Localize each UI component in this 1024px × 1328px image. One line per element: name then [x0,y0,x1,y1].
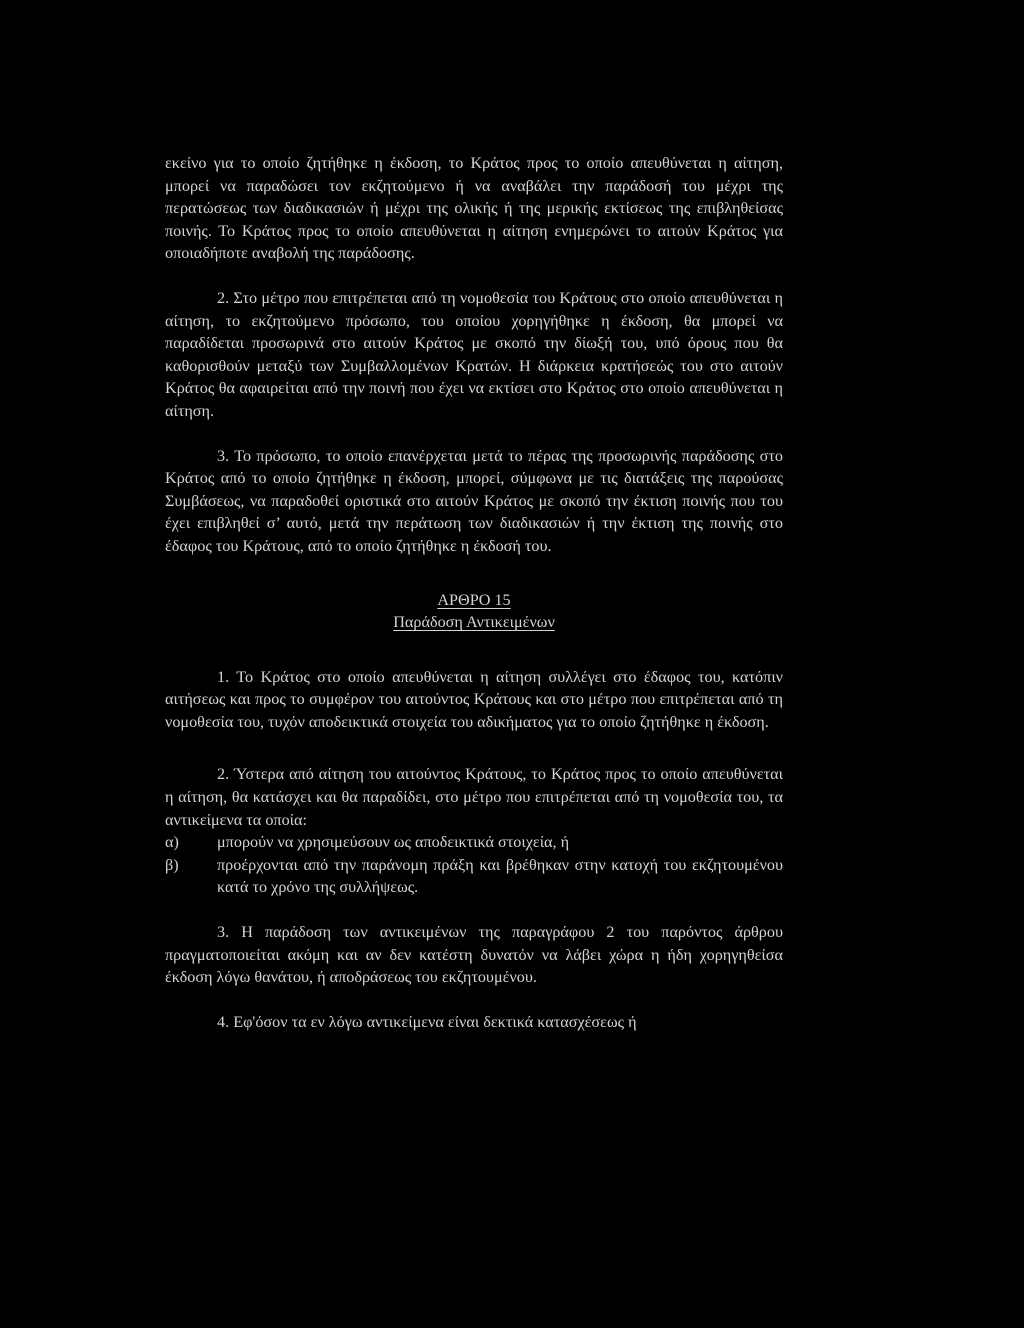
paragraph-3: 3. Το πρόσωπο, το οποίο επανέρχεται μετά το πέρας της προσωρινής παράδοσης στο Κράτος από το οποίο ζητήθηκε η έκδοση, μπορεί, σύμφωνα με τις διατάξεις της παρούσας Συμβάσεως, να παραδοθεί οριστικά στο αιτούν Κράτος με σκοπό την έκτιση ποινής που του έχει επιβληθεί σ’ αυτό, μετά την περάτωση των διαδικασιών ή την έκτιση της ποινής στο έδαφος του Κράτους, από το οποίο ζητήθηκε η έκδοσή του. [165,446,783,555]
article-heading [165,589,783,634]
article-paragraph-2: 2. Ύστερα από αίτηση του αιτούντος Κράτους, το Κράτος προς το οποίο απευθύνεται η αίτηση, θα κατάσχει και θα παραδίδει, στο μέτρο που επιτρέπεται από τη νομοθεσία του, τα αντικείμενα τα οποία: [165,765,783,829]
article-number: ΑΡΘΡΟ 15 [437,590,511,609]
paragraph-2: 2. Στο μέτρο που επιτρέπεται από τη νομοθεσία του Κράτους στο οποίο απευθύνεται η αίτηση, το εκζητούμενο πρόσωπο, του οποίου χορηγήθηκε η έκδοση, θα μπορεί να παραδίδεται προσωρινά στο αιτούν Κράτος με σκοπό την δίωξή του, υπό όρους που θα καθορισθούν μεταξύ των Συμβαλλομένων Κρατών. Η διάρκεια κρατήσεώς του στο αιτούν Κράτος θα αφαιρείται από την ποινή που έχει να εκτίσει στο Κράτος στο οποίο απευθύνεται η αίτηση. [165,288,783,420]
article-title: Παράδοση Αντικειμένων [393,613,555,632]
list-item-label: α) [165,833,179,852]
list-item-b [165,854,783,899]
list-item-text: προέρχονται από την παράνομη πράξη και βρέθηκαν στην κατοχή του εκζητουμένου κατά το χρόνο της συλλήψεως. [217,855,783,897]
article-paragraph-4: 4. Εφ'όσον τα εν λόγω αντικείμενα είναι δεκτικά κατασχέσεως ή [217,1012,637,1031]
list-item-label: β) [165,855,179,874]
paragraph-continuation: εκείνο για το οποίο ζητήθηκε η έκδοση, το Κράτος προς το οποίο απευθύνεται η αίτηση, μπορεί να παραδώσει τον εκζητούμενο ή να αναβάλει την παράδοσή του μέχρι της περατώσεως των διαδικασιών ή μέχρι της ολικής ή της μερικής εκτίσεως της επιβληθείσας ποινής. Το Κράτος προς το οποίο απευθύνεται η αίτηση ενημερώνει το αιτούν Κράτος για οποιαδήποτε αναβολή της παράδοσης. [165,154,783,263]
article-paragraph-1: 1. Το Κράτος στο οποίο απευθύνεται η αίτηση συλλέγει στο έδαφος του, κατόπιν αιτήσεως και προς το συμφέρον του αιτούντος Κράτους και στο μέτρο που επιτρέπεται από τη νομοθεσία του, τυχόν αποδεικτικά στοιχεία του αδικήματος για το οποίο ζητήθηκε η έκδοση. [165,667,783,731]
article-paragraph-3: 3. Η παράδοση των αντικειμένων της παραγράφου 2 του παρόντος άρθρου πραγματοποιείται ακόμη και αν δεν κατέστη δυνατόν να λάβει χώρα η ήδη χορηγηθείσα έκδοση λόγω θανάτου, ή αποδράσεως του εκζητουμένου. [165,923,783,987]
list-item-a [165,831,783,854]
document-body [165,152,783,1033]
list-item-text: μπορούν να χρησιμεύσουν ως αποδεικτικά στοιχεία, ή [217,833,570,852]
